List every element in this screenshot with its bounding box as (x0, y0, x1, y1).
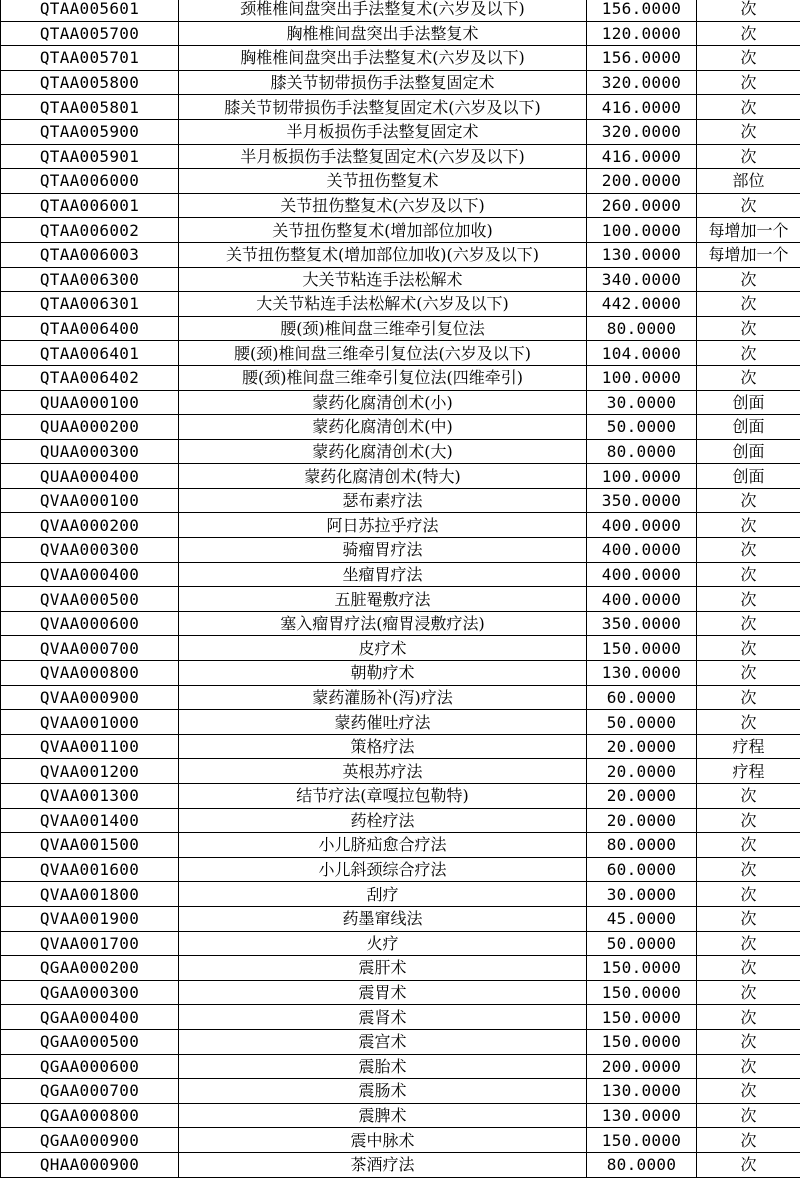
item-code-cell: QVAA000900 (1, 685, 179, 710)
table-row (1, 833, 800, 858)
item-name-cell: 半月板损伤手法整复固定术(六岁及以下) (179, 144, 587, 169)
item-unit-cell: 次 (697, 857, 800, 882)
table-row (1, 464, 800, 489)
table-row (1, 906, 800, 931)
item-unit-cell: 部位 (697, 169, 800, 194)
item-name-cell: 蒙药化腐清创术(特大) (179, 464, 587, 489)
item-unit-cell: 次 (697, 513, 800, 538)
item-code-cell: QGAA000500 (1, 1029, 179, 1054)
item-code-cell: QTAA005901 (1, 144, 179, 169)
item-code-cell: QHAA000900 (1, 1152, 179, 1177)
item-code-cell: QUAA000100 (1, 390, 179, 415)
item-name-cell: 药栓疗法 (179, 808, 587, 833)
item-price-cell: 30.0000 (587, 882, 697, 907)
item-name-cell: 蒙药催吐疗法 (179, 710, 587, 735)
item-code-cell: QVAA001400 (1, 808, 179, 833)
item-code-cell: QTAA005900 (1, 119, 179, 144)
item-code-cell: QGAA000300 (1, 980, 179, 1005)
item-unit-cell: 次 (697, 685, 800, 710)
item-name-cell: 颈椎椎间盘突出手法整复术(六岁及以下) (179, 0, 587, 21)
item-code-cell: QGAA000800 (1, 1103, 179, 1128)
item-code-cell: QVAA000300 (1, 538, 179, 563)
item-code-cell: QGAA000600 (1, 1054, 179, 1079)
item-unit-cell: 每增加一个 (697, 242, 800, 267)
table-body (1, 0, 800, 1177)
item-code-cell: QUAA000200 (1, 415, 179, 440)
table-row (1, 21, 800, 46)
item-price-cell: 20.0000 (587, 759, 697, 784)
item-code-cell: QVAA001800 (1, 882, 179, 907)
item-price-cell: 350.0000 (587, 611, 697, 636)
item-code-cell: QTAA005801 (1, 95, 179, 120)
item-unit-cell: 次 (697, 1152, 800, 1177)
item-unit-cell: 创面 (697, 464, 800, 489)
item-code-cell: QTAA006000 (1, 169, 179, 194)
item-code-cell: QGAA000200 (1, 956, 179, 981)
table-row (1, 784, 800, 809)
table-row (1, 611, 800, 636)
item-unit-cell: 次 (697, 341, 800, 366)
item-name-cell: 策格疗法 (179, 734, 587, 759)
item-name-cell: 胸椎椎间盘突出手法整复术 (179, 21, 587, 46)
table-row (1, 587, 800, 612)
table-row (1, 267, 800, 292)
table-row (1, 956, 800, 981)
item-code-cell: QTAA005700 (1, 21, 179, 46)
table-row (1, 513, 800, 538)
table-row (1, 1103, 800, 1128)
item-code-cell: QUAA000300 (1, 439, 179, 464)
item-name-cell: 震胎术 (179, 1054, 587, 1079)
item-unit-cell: 次 (697, 267, 800, 292)
item-price-cell: 80.0000 (587, 1152, 697, 1177)
item-unit-cell: 次 (697, 710, 800, 735)
item-name-cell: 腰(颈)椎间盘三维牵引复位法(四维牵引) (179, 365, 587, 390)
item-code-cell: QVAA000700 (1, 636, 179, 661)
table-row (1, 1128, 800, 1153)
item-price-cell: 120.0000 (587, 21, 697, 46)
item-unit-cell: 次 (697, 784, 800, 809)
item-name-cell: 腰(颈)椎间盘三维牵引复位法(六岁及以下) (179, 341, 587, 366)
item-price-cell: 130.0000 (587, 1103, 697, 1128)
item-code-cell: QGAA000400 (1, 1005, 179, 1030)
item-unit-cell: 疗程 (697, 734, 800, 759)
table-row (1, 169, 800, 194)
table-row (1, 95, 800, 120)
item-price-cell: 20.0000 (587, 808, 697, 833)
item-price-cell: 50.0000 (587, 931, 697, 956)
item-code-cell: QTAA006402 (1, 365, 179, 390)
table-row (1, 242, 800, 267)
item-name-cell: 火疗 (179, 931, 587, 956)
item-name-cell: 震肝术 (179, 956, 587, 981)
item-price-cell: 130.0000 (587, 1079, 697, 1104)
item-unit-cell: 次 (697, 21, 800, 46)
item-name-cell: 骑瘤胃疗法 (179, 538, 587, 563)
item-code-cell: QVAA000200 (1, 513, 179, 538)
table-row (1, 759, 800, 784)
item-price-cell: 200.0000 (587, 169, 697, 194)
item-code-cell: QTAA005601 (1, 0, 179, 21)
item-name-cell: 膝关节韧带损伤手法整复固定术(六岁及以下) (179, 95, 587, 120)
item-name-cell: 英根苏疗法 (179, 759, 587, 784)
table-row (1, 390, 800, 415)
item-unit-cell: 次 (697, 0, 800, 21)
table-row (1, 0, 800, 21)
item-code-cell: QVAA001600 (1, 857, 179, 882)
item-unit-cell: 次 (697, 636, 800, 661)
item-code-cell: QVAA000100 (1, 488, 179, 513)
item-name-cell: 刮疗 (179, 882, 587, 907)
table-row (1, 980, 800, 1005)
item-code-cell: QVAA000800 (1, 661, 179, 686)
item-unit-cell: 次 (697, 980, 800, 1005)
item-price-cell: 104.0000 (587, 341, 697, 366)
item-unit-cell: 次 (697, 833, 800, 858)
item-price-cell: 80.0000 (587, 439, 697, 464)
item-price-cell: 416.0000 (587, 95, 697, 120)
item-price-cell: 442.0000 (587, 292, 697, 317)
item-code-cell: QGAA000700 (1, 1079, 179, 1104)
item-name-cell: 胸椎椎间盘突出手法整复术(六岁及以下) (179, 46, 587, 71)
item-price-cell: 130.0000 (587, 242, 697, 267)
table-row (1, 316, 800, 341)
item-unit-cell: 次 (697, 1103, 800, 1128)
item-price-cell: 50.0000 (587, 710, 697, 735)
item-name-cell: 关节扭伤整复术(增加部位加收)(六岁及以下) (179, 242, 587, 267)
item-price-cell: 400.0000 (587, 538, 697, 563)
item-price-cell: 156.0000 (587, 0, 697, 21)
item-code-cell: QTAA005701 (1, 46, 179, 71)
item-code-cell: QVAA001100 (1, 734, 179, 759)
item-code-cell: QTAA006400 (1, 316, 179, 341)
item-price-cell: 100.0000 (587, 464, 697, 489)
item-price-cell: 80.0000 (587, 316, 697, 341)
item-name-cell: 药墨窜线法 (179, 906, 587, 931)
item-name-cell: 震胃术 (179, 980, 587, 1005)
item-unit-cell: 次 (697, 931, 800, 956)
item-price-cell: 60.0000 (587, 857, 697, 882)
item-price-cell: 20.0000 (587, 784, 697, 809)
table-row (1, 70, 800, 95)
item-name-cell: 蒙药灌肠补(泻)疗法 (179, 685, 587, 710)
item-price-cell: 156.0000 (587, 46, 697, 71)
item-name-cell: 塞入瘤胃疗法(瘤胃浸敷疗法) (179, 611, 587, 636)
item-name-cell: 结节疗法(章嘎拉包勒特) (179, 784, 587, 809)
item-price-cell: 400.0000 (587, 587, 697, 612)
item-price-cell: 400.0000 (587, 562, 697, 587)
item-code-cell: QVAA000400 (1, 562, 179, 587)
item-unit-cell: 次 (697, 611, 800, 636)
item-code-cell: QVAA001200 (1, 759, 179, 784)
table-row (1, 415, 800, 440)
item-price-cell: 80.0000 (587, 833, 697, 858)
item-name-cell: 震肾术 (179, 1005, 587, 1030)
item-code-cell: QTAA006300 (1, 267, 179, 292)
item-unit-cell: 创面 (697, 415, 800, 440)
item-name-cell: 阿日苏拉乎疗法 (179, 513, 587, 538)
item-code-cell: QTAA006401 (1, 341, 179, 366)
item-code-cell: QVAA000600 (1, 611, 179, 636)
item-name-cell: 膝关节韧带损伤手法整复固定术 (179, 70, 587, 95)
item-name-cell: 朝勒疗术 (179, 661, 587, 686)
item-unit-cell: 次 (697, 488, 800, 513)
item-name-cell: 瑟布素疗法 (179, 488, 587, 513)
item-unit-cell: 次 (697, 365, 800, 390)
item-name-cell: 小儿斜颈综合疗法 (179, 857, 587, 882)
item-price-cell: 150.0000 (587, 636, 697, 661)
table-row (1, 1054, 800, 1079)
item-price-cell: 150.0000 (587, 1029, 697, 1054)
item-name-cell: 腰(颈)椎间盘三维牵引复位法 (179, 316, 587, 341)
item-name-cell: 蒙药化腐清创术(中) (179, 415, 587, 440)
item-unit-cell: 次 (697, 144, 800, 169)
item-unit-cell: 次 (697, 119, 800, 144)
item-name-cell: 震中脉术 (179, 1128, 587, 1153)
table-row (1, 882, 800, 907)
table-row (1, 1152, 800, 1177)
item-unit-cell: 次 (697, 1079, 800, 1104)
item-unit-cell: 次 (697, 882, 800, 907)
table-row (1, 538, 800, 563)
item-unit-cell: 次 (697, 538, 800, 563)
table-row (1, 46, 800, 71)
item-price-cell: 400.0000 (587, 513, 697, 538)
table-row (1, 1005, 800, 1030)
item-price-cell: 100.0000 (587, 218, 697, 243)
item-price-cell: 340.0000 (587, 267, 697, 292)
item-name-cell: 小儿脐疝愈合疗法 (179, 833, 587, 858)
item-name-cell: 半月板损伤手法整复固定术 (179, 119, 587, 144)
item-unit-cell: 次 (697, 906, 800, 931)
item-name-cell: 震肠术 (179, 1079, 587, 1104)
table-row (1, 562, 800, 587)
item-price-cell: 260.0000 (587, 193, 697, 218)
table-row (1, 144, 800, 169)
item-name-cell: 坐瘤胃疗法 (179, 562, 587, 587)
table-row (1, 685, 800, 710)
item-code-cell: QTAA006001 (1, 193, 179, 218)
item-name-cell: 皮疗术 (179, 636, 587, 661)
table-row (1, 931, 800, 956)
table-row (1, 734, 800, 759)
table-row (1, 636, 800, 661)
item-unit-cell: 次 (697, 562, 800, 587)
item-name-cell: 关节扭伤整复术(六岁及以下) (179, 193, 587, 218)
item-name-cell: 蒙药化腐清创术(大) (179, 439, 587, 464)
item-unit-cell: 次 (697, 292, 800, 317)
item-unit-cell: 次 (697, 70, 800, 95)
item-name-cell: 关节扭伤整复术(增加部位加收) (179, 218, 587, 243)
item-unit-cell: 创面 (697, 390, 800, 415)
item-name-cell: 大关节粘连手法松解术 (179, 267, 587, 292)
item-unit-cell: 次 (697, 1128, 800, 1153)
item-unit-cell: 次 (697, 808, 800, 833)
item-price-cell: 416.0000 (587, 144, 697, 169)
table-row (1, 1079, 800, 1104)
item-unit-cell: 次 (697, 956, 800, 981)
item-name-cell: 震宫术 (179, 1029, 587, 1054)
item-price-cell: 150.0000 (587, 1128, 697, 1153)
item-name-cell: 五脏罨敷疗法 (179, 587, 587, 612)
table-row (1, 119, 800, 144)
item-code-cell: QTAA006301 (1, 292, 179, 317)
item-unit-cell: 每增加一个 (697, 218, 800, 243)
item-name-cell: 蒙药化腐清创术(小) (179, 390, 587, 415)
item-unit-cell: 疗程 (697, 759, 800, 784)
item-code-cell: QGAA000900 (1, 1128, 179, 1153)
item-price-cell: 50.0000 (587, 415, 697, 440)
item-price-cell: 200.0000 (587, 1054, 697, 1079)
item-name-cell: 震脾术 (179, 1103, 587, 1128)
item-code-cell: QTAA006003 (1, 242, 179, 267)
table-row (1, 857, 800, 882)
table-row (1, 808, 800, 833)
item-price-cell: 320.0000 (587, 70, 697, 95)
item-price-cell: 150.0000 (587, 1005, 697, 1030)
table-row (1, 218, 800, 243)
item-code-cell: QTAA006002 (1, 218, 179, 243)
table-row (1, 1029, 800, 1054)
table-row (1, 710, 800, 735)
item-unit-cell: 次 (697, 95, 800, 120)
table-row (1, 193, 800, 218)
item-code-cell: QVAA001700 (1, 931, 179, 956)
item-unit-cell: 次 (697, 46, 800, 71)
item-price-cell: 350.0000 (587, 488, 697, 513)
item-price-cell: 45.0000 (587, 906, 697, 931)
item-price-cell: 60.0000 (587, 685, 697, 710)
item-price-cell: 100.0000 (587, 365, 697, 390)
item-name-cell: 茶酒疗法 (179, 1152, 587, 1177)
item-price-cell: 30.0000 (587, 390, 697, 415)
item-price-cell: 130.0000 (587, 661, 697, 686)
table-row (1, 292, 800, 317)
item-price-cell: 20.0000 (587, 734, 697, 759)
item-unit-cell: 创面 (697, 439, 800, 464)
table-row (1, 488, 800, 513)
item-price-cell: 320.0000 (587, 119, 697, 144)
item-unit-cell: 次 (697, 1054, 800, 1079)
item-code-cell: QUAA000400 (1, 464, 179, 489)
item-unit-cell: 次 (697, 1005, 800, 1030)
item-unit-cell: 次 (697, 587, 800, 612)
item-code-cell: QVAA001300 (1, 784, 179, 809)
item-name-cell: 大关节粘连手法松解术(六岁及以下) (179, 292, 587, 317)
item-name-cell: 关节扭伤整复术 (179, 169, 587, 194)
item-price-cell: 150.0000 (587, 980, 697, 1005)
item-code-cell: QTAA005800 (1, 70, 179, 95)
item-price-cell: 150.0000 (587, 956, 697, 981)
item-unit-cell: 次 (697, 1029, 800, 1054)
table-row (1, 341, 800, 366)
table-row (1, 661, 800, 686)
table-row (1, 439, 800, 464)
item-code-cell: QVAA001500 (1, 833, 179, 858)
item-unit-cell: 次 (697, 661, 800, 686)
item-unit-cell: 次 (697, 316, 800, 341)
table-row (1, 365, 800, 390)
item-code-cell: QVAA001000 (1, 710, 179, 735)
item-unit-cell: 次 (697, 193, 800, 218)
item-code-cell: QVAA001900 (1, 906, 179, 931)
item-code-cell: QVAA000500 (1, 587, 179, 612)
